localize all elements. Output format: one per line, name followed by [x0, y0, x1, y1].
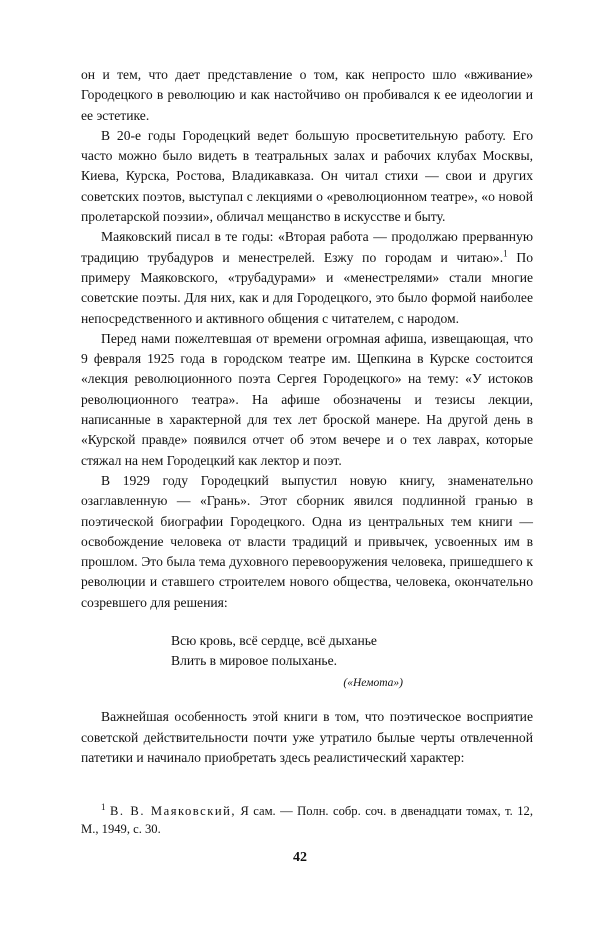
footnote-marker: 1: [101, 801, 106, 812]
paragraph-poster: Перед нами пожелтевшая от времени огромная афиша, извещающая, что 9 февраля 1925 года в городском театре им. Щепкина в Курске состоится «лекция революционного поэта Сергея Городецкого» на тему: «У истоков революционного театра». На афише обозначены и тезисы лекции, написанные в характерной для тех лет броской манере. На другой день в «Курской правде» появился отчет об этом вечере и о тех лаврах, которые стяжал на нем Городецкий как лектор и поэт.: [81, 330, 533, 468]
footnote-author: В. В. Маяковский,: [109, 804, 236, 818]
paragraph-gran: В 1929 году Городецкий выпустил новую книгу, знаменательно озаглавленную — «Грань». Этот сборник явился подлинной гранью в поэтической биографии Городецкого. Одна из центральных тем книги — освобождение человека от власти традиций и привычек, усвоенных им в прошлом. Это была тема духовного перевооружения человека, пришедшего к революции и ставшего строителем нового общества, человека, окончательно созревшего для решения:: [81, 472, 533, 610]
verse-source: («Немота»): [343, 677, 403, 690]
footnote-reference: 1: [503, 248, 508, 259]
page-number: 42: [293, 850, 307, 865]
paragraph-continuation: он и тем, что дает представление о том, как непросто шло «вживание» Городецкого в революцию и как настойчиво он пробивался к ее идеологии и ее эстетике.: [81, 67, 533, 123]
main-text: [81, 65, 533, 768]
paragraph-realism: Важнейшая особенность этой книги в том, что поэтическое восприятие советской действительности почти уже утратило былые черты отвлеченной патетики и начинало приобретать здесь реалистический характер:: [81, 709, 533, 765]
footnote-text: Я сам. — Полн. собр. соч. в двенадцати томах, т. 12, М., 1949, с. 30.: [81, 804, 533, 836]
mayakovsky-quote: Маяковский писал в те годы: «Вторая работа — продолжаю прерванную традицию трубадуров и менестрелей. Езжу по городам и читаю».: [81, 229, 533, 265]
troubadours-text: По примеру Маяковского, «трубадурами» и «менестрелями» стали многие советские поэты. Для них, как и для Городецкого, это было формой наиболее непосредственного и активного общения с читателем, с народом.: [81, 249, 533, 326]
verse-quote: [171, 631, 533, 671]
verse-line-2: Влить в мировое полыханье.: [171, 653, 338, 669]
paragraph-lectures: В 20-е годы Городецкий ведет большую просветительную работу. Его часто можно было видеть в театральных залах и рабочих клубах Москвы, Киева, Курска, Ростова, Владикавказа. Он читал стихи — свои и других советских поэтов, выступал с лекциями о «революционном театре», «о новой пролетарской поэзии», обличал мещанство в искусстве и быту.: [81, 127, 533, 225]
paragraph-mayakovsky: [81, 227, 533, 328]
verse-line-1: Всю кровь, всё сердце, всё дыханье: [171, 633, 377, 649]
footnote: [81, 802, 533, 838]
